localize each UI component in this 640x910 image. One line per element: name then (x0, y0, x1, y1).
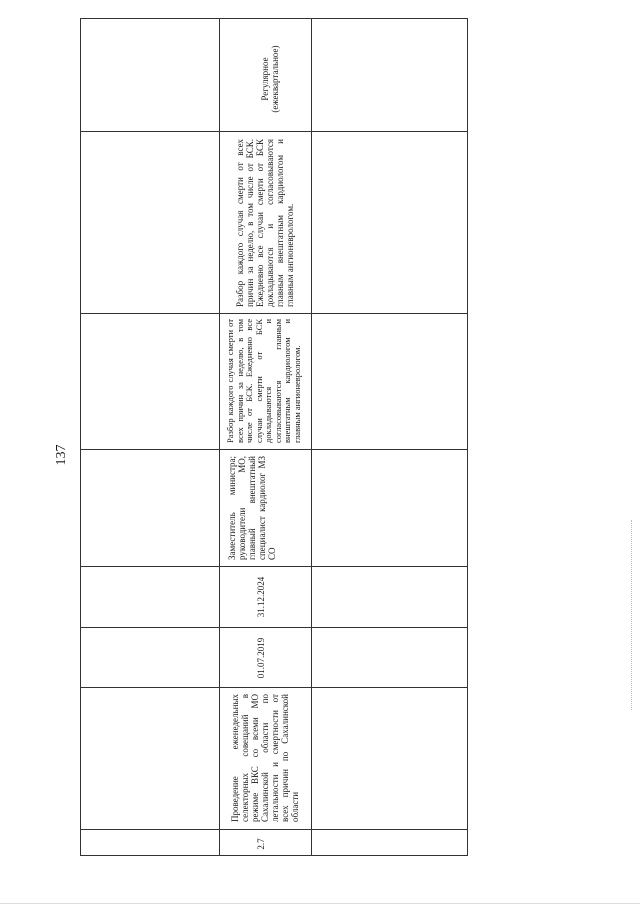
responsible-text: Заместитель министра; руководители МО, главный внештатный специалист кардиолог МЗ СО (227, 456, 277, 560)
end-date-text: 31.12.2024 (256, 576, 266, 618)
table-divider (81, 687, 467, 688)
table-divider (311, 19, 312, 855)
scan-bottom-edge (0, 903, 640, 910)
responsible-cell (221, 453, 283, 563)
table-divider (81, 566, 467, 567)
table-divider (81, 627, 467, 628)
event-description-text: Проведение еженедельных селекторных совещаний в режиме ВКС со всеми МО Сахалинской области по летальности и смертности от всех причин по Сахалинской области (230, 694, 300, 822)
table-divider (81, 829, 467, 830)
start-date-text: 01.07.2019 (256, 637, 266, 679)
row-index-text: 2.7 (256, 838, 266, 850)
scan-edge-mark (631, 520, 634, 710)
page-number (48, 438, 76, 472)
table-divider (81, 449, 467, 450)
end-date-cell (251, 570, 271, 624)
table-divider (219, 19, 220, 855)
frequency-text: Регулярное (ежеквартальное) (260, 45, 280, 113)
expected-result-text: Разбор каждого случая смерти от всех причин за неделю, в том числе от БСК. Ежедневно все случаи смерти от БСК докладываются и согласовываются главным внештатным кардиологом и главным ангионеврологом. (225, 319, 302, 443)
control-indicator-cell (223, 135, 307, 311)
frequency-cell (235, 39, 305, 119)
table-divider (81, 131, 467, 132)
row-index-cell (253, 833, 269, 855)
start-date-cell (251, 631, 271, 685)
event-description-cell (223, 691, 307, 825)
table-divider (81, 313, 467, 314)
rotated-table (80, 18, 468, 856)
control-indicator-text: Разбор каждого случая смерти от всех причин за неделю, в том числе от БСК. Ежедневно все случаи смерти от БСК докладываются и согласовываются главным внештатным кардиологом и главным ангионеврологом. (235, 139, 295, 307)
expected-result-cell (221, 317, 307, 445)
page-number-text: 137 (54, 444, 69, 466)
